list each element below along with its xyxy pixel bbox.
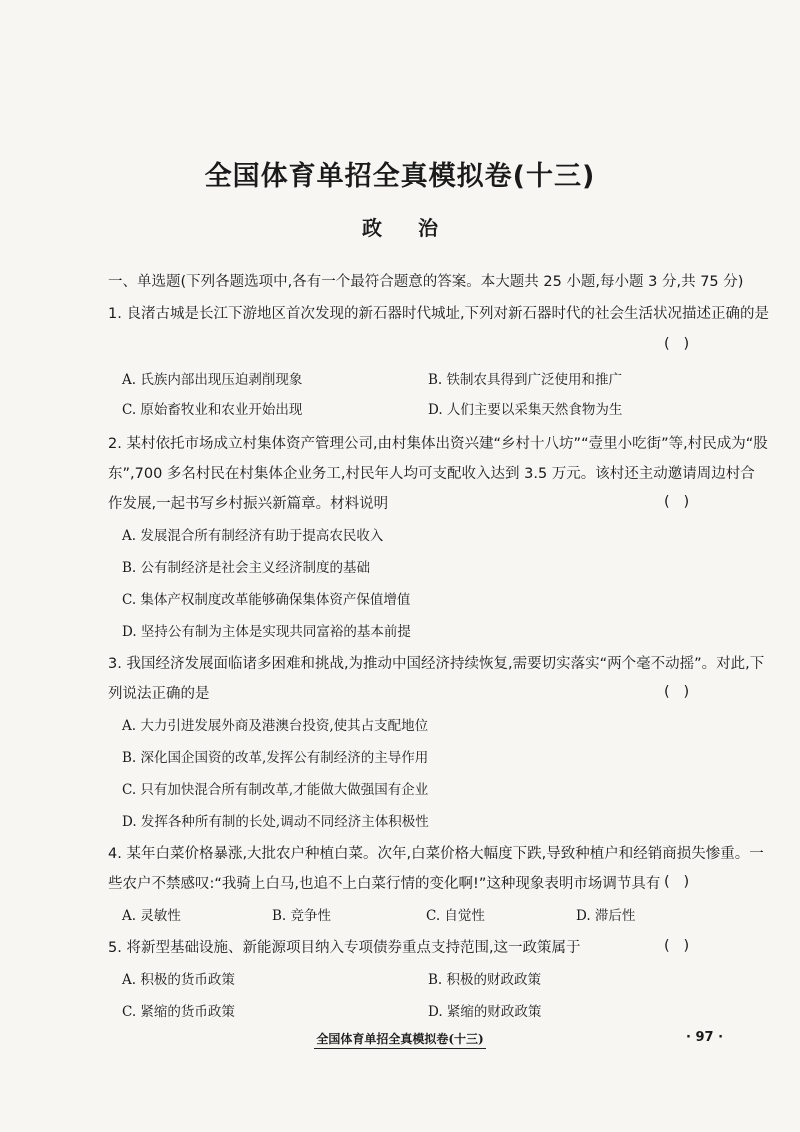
question-5-option-b: B. 积极的财政政策 [428, 972, 542, 988]
question-4-answer-paren: ( ) [664, 874, 690, 890]
question-1-option-b: B. 铁制农具得到广泛使用和推广 [428, 372, 623, 388]
subject-title: 政治 [362, 216, 474, 240]
page-title: 全国体育单招全真模拟卷(十三) [204, 161, 596, 192]
question-2-stem-line-2: 东”,700 多名村民在村集体企业务工,村民年人均可支配收入达到 3.5 万元。该村还主动邀请周边村合 [108, 466, 755, 482]
question-5-option-a: A. 积极的货币政策 [122, 972, 235, 988]
question-2-option-d: D. 坚持公有制为主体是实现共同富裕的基本前提 [122, 624, 411, 640]
question-2-option-c: C. 集体产权制度改革能够确保集体资产保值增值 [122, 592, 411, 608]
question-5-answer-paren: ( ) [664, 938, 690, 954]
question-2-stem-line-3: 作发展,一起书写乡村振兴新篇章。材料说明 [108, 496, 389, 512]
question-3-answer-paren: ( ) [664, 684, 690, 700]
question-3-stem-line-1: 3. 我国经济发展面临诸多困难和挑战,为推动中国经济持续恢复,需要切实落实“两个毫不动摇”。对此,下 [108, 656, 765, 672]
page-number: · 97 · [686, 1030, 724, 1045]
question-4-stem-line-1: 4. 某年白菜价格暴涨,大批农户种植白菜。次年,白菜价格大幅度下跌,导致种植户和经销商损失惨重。一 [108, 846, 764, 862]
footer-title-text: 全国体育单招全真模拟卷(十三) [314, 1032, 485, 1049]
question-4-option-a: A. 灵敏性 [122, 908, 181, 924]
question-2-stem-line-1: 2. 某村依托市场成立村集体资产管理公司,由村集体出资兴建“乡村十八坊”“壹里小吃街”等,村民成为“股 [108, 436, 768, 452]
question-1-stem-line-1: 1. 良渚古城是长江下游地区首次发现的新石器时代城址,下列对新石器时代的社会生活状况描述正确的是 [108, 306, 770, 322]
question-2-answer-paren: ( ) [664, 494, 690, 510]
question-3-option-d: D. 发挥各种所有制的长处,调动不同经济主体积极性 [122, 814, 429, 830]
question-2-option-a: A. 发展混合所有制经济有助于提高农民收入 [122, 528, 384, 544]
question-4-option-b: B. 竞争性 [272, 908, 332, 924]
section-heading: 一、单选题(下列各题选项中,各有一个最符合题意的答案。本大题共 25 小题,每小题 3 分,共 75 分) [108, 274, 744, 290]
question-3-option-c: C. 只有加快混合所有制改革,才能做大做强国有企业 [122, 782, 429, 798]
question-1-option-c: C. 原始畜牧业和农业开始出现 [122, 402, 303, 418]
question-5-option-d: D. 紧缩的财政政策 [428, 1004, 542, 1020]
question-4-stem-line-2: 些农户不禁感叹:“我骑上白马,也追不上白菜行情的变化啊!”这种现象表明市场调节具有 [108, 876, 661, 892]
question-1-answer-paren: ( ) [664, 336, 690, 352]
question-3-stem-line-2: 列说法正确的是 [108, 686, 210, 702]
question-2-option-b: B. 公有制经济是社会主义经济制度的基础 [122, 560, 371, 576]
question-1-option-a: A. 氏族内部出现压迫剥削现象 [122, 372, 303, 388]
question-5-option-c: C. 紧缩的货币政策 [122, 1004, 235, 1020]
question-3-option-a: A. 大力引进发展外商及港澳台投资,使其占支配地位 [122, 718, 429, 734]
question-4-option-c: C. 自觉性 [426, 908, 485, 924]
question-1-option-d: D. 人们主要以采集天然食物为生 [428, 402, 623, 418]
question-4-option-d: D. 滞后性 [576, 908, 636, 924]
footer-title [0, 1030, 800, 1047]
question-5-stem-line-1: 5. 将新型基础设施、新能源项目纳入专项债券重点支持范围,这一政策属于 [108, 940, 581, 956]
question-3-option-b: B. 深化国企国资的改革,发挥公有制经济的主导作用 [122, 750, 429, 766]
